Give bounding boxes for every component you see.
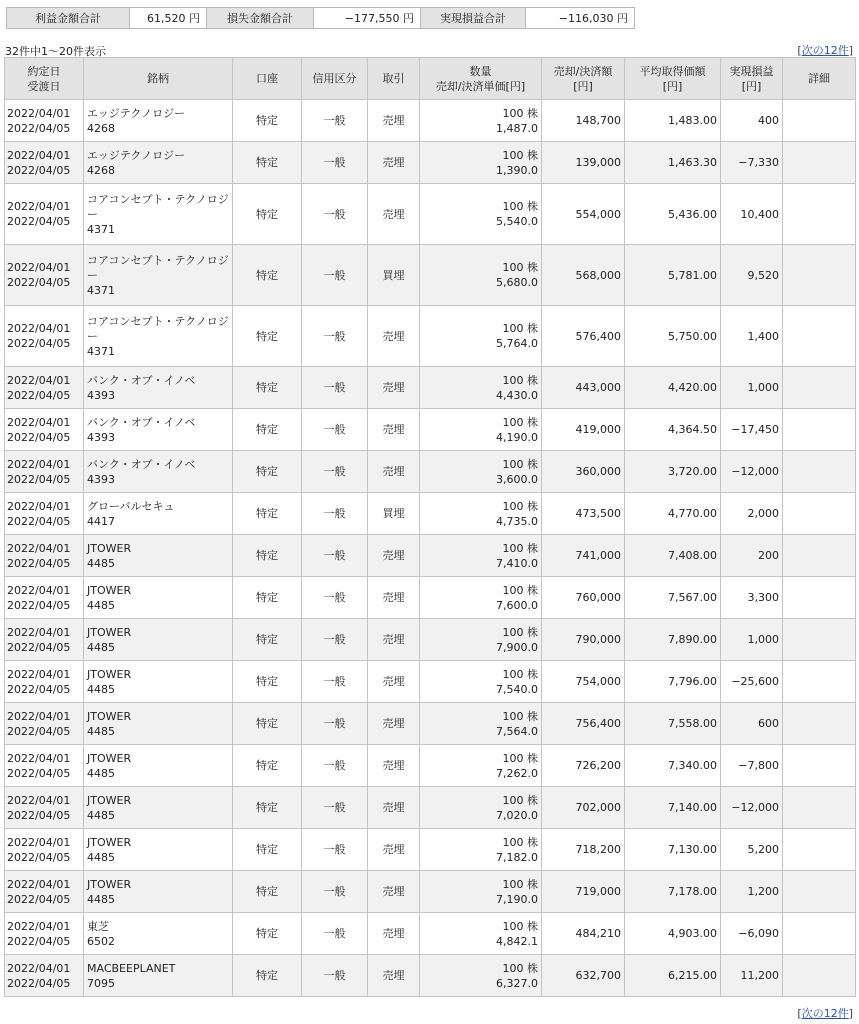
stock-name: JTOWER [87,751,132,765]
qty-price-cell: 100 株 6,327.0 [420,955,542,997]
account-cell: 特定 [233,787,302,829]
realized-total-value: −116,030 円 [526,8,635,29]
stock-cell [84,100,233,142]
trade-date-cell: 2022/04/01 2022/04/05 [5,306,84,367]
account-cell: 特定 [233,577,302,619]
trade-cell: 売埋 [368,703,420,745]
stock-name: JTOWER [87,583,132,597]
table-header [5,58,856,100]
trade-cell: 売埋 [368,306,420,367]
detail-cell[interactable] [783,493,856,535]
avg-cost-cell: 7,558.00 [625,703,721,745]
account-cell: 特定 [233,661,302,703]
amount-cell: 719,000 [542,871,625,913]
stock-cell [84,367,233,409]
stock-cell [84,703,233,745]
stock-cell [84,493,233,535]
col-header-pl: 実現損益 [円] [721,58,783,100]
qty-price-cell: 100 株 7,540.0 [420,661,542,703]
stock-code: 4485 [87,850,115,864]
avg-cost-cell: 5,436.00 [625,184,721,245]
detail-cell[interactable] [783,306,856,367]
credit-cell: 一般 [302,100,368,142]
transactions-table [4,57,856,997]
col-header-date: 約定日 受渡日 [5,58,84,100]
detail-cell[interactable] [783,661,856,703]
trade-cell: 売埋 [368,619,420,661]
amount-cell: 443,000 [542,367,625,409]
detail-cell[interactable] [783,245,856,306]
col-header-detail: 詳細 [783,58,856,100]
trade-date-cell: 2022/04/01 2022/04/05 [5,745,84,787]
amount-cell: 632,700 [542,955,625,997]
stock-name: MACBEEPLANET [87,961,176,975]
pl-cell: 1,200 [721,871,783,913]
stock-code: 4371 [87,344,115,358]
trade-date-cell: 2022/04/01 2022/04/05 [5,955,84,997]
avg-cost-cell: 7,567.00 [625,577,721,619]
credit-cell: 一般 [302,619,368,661]
stock-name: バンク・オブ・イノベ [87,457,196,471]
trade-date-cell: 2022/04/01 2022/04/05 [5,184,84,245]
stock-name: バンク・オブ・イノベ [87,373,196,387]
stock-name: JTOWER [87,667,132,681]
stock-code: 4485 [87,724,115,738]
credit-cell: 一般 [302,871,368,913]
trade-cell: 売埋 [368,409,420,451]
table-row [5,184,856,245]
amount-cell: 790,000 [542,619,625,661]
stock-name: コアコンセプト・テクノロジー [87,192,229,221]
detail-cell[interactable] [783,184,856,245]
credit-cell: 一般 [302,661,368,703]
pl-cell: 5,200 [721,829,783,871]
credit-cell: 一般 [302,577,368,619]
trade-date-cell: 2022/04/01 2022/04/05 [5,787,84,829]
detail-cell[interactable] [783,745,856,787]
table-row [5,955,856,997]
account-cell: 特定 [233,409,302,451]
trade-cell: 売埋 [368,367,420,409]
table-row [5,703,856,745]
detail-cell[interactable] [783,829,856,871]
pl-cell: −6,090 [721,913,783,955]
stock-cell [84,829,233,871]
amount-cell: 148,700 [542,100,625,142]
avg-cost-cell: 7,130.00 [625,829,721,871]
account-cell: 特定 [233,829,302,871]
stock-cell [84,577,233,619]
table-row [5,306,856,367]
stock-code: 4371 [87,283,115,297]
amount-cell: 576,400 [542,306,625,367]
account-cell: 特定 [233,245,302,306]
amount-cell: 718,200 [542,829,625,871]
detail-cell[interactable] [783,577,856,619]
table-row [5,871,856,913]
avg-cost-cell: 7,796.00 [625,661,721,703]
col-header-qty-price: 数量 売却/決済単価[円] [420,58,542,100]
stock-code: 4485 [87,598,115,612]
pl-cell: −17,450 [721,409,783,451]
credit-cell: 一般 [302,142,368,184]
trade-date-cell: 2022/04/01 2022/04/05 [5,829,84,871]
next-page-link-bottom[interactable]: 次の12件 [801,1007,849,1020]
stock-code: 4485 [87,640,115,654]
table-row [5,619,856,661]
trade-cell: 売埋 [368,787,420,829]
trade-date-cell: 2022/04/01 2022/04/05 [5,619,84,661]
account-cell: 特定 [233,871,302,913]
table-row [5,367,856,409]
stock-cell [84,184,233,245]
trade-cell: 買埋 [368,493,420,535]
col-header-credit: 信用区分 [302,58,368,100]
stock-cell [84,409,233,451]
qty-price-cell: 100 株 5,680.0 [420,245,542,306]
detail-cell[interactable] [783,955,856,997]
trade-date-cell: 2022/04/01 2022/04/05 [5,100,84,142]
credit-cell: 一般 [302,913,368,955]
stock-code: 4485 [87,556,115,570]
pl-cell: 400 [721,100,783,142]
stock-cell [84,245,233,306]
detail-cell[interactable] [783,367,856,409]
stock-name: JTOWER [87,877,132,891]
trade-cell: 売埋 [368,451,420,493]
table-row [5,787,856,829]
stock-code: 4268 [87,163,115,177]
qty-price-cell: 100 株 7,262.0 [420,745,542,787]
next-page-link-top[interactable]: 次の12件 [801,44,849,57]
trade-cell: 売埋 [368,913,420,955]
table-row [5,913,856,955]
pl-cell: 600 [721,703,783,745]
trade-cell: 売埋 [368,142,420,184]
amount-cell: 484,210 [542,913,625,955]
avg-cost-cell: 1,463.30 [625,142,721,184]
account-cell: 特定 [233,955,302,997]
account-cell: 特定 [233,619,302,661]
stock-name: JTOWER [87,541,132,555]
detail-cell[interactable] [783,787,856,829]
qty-price-cell: 100 株 1,487.0 [420,100,542,142]
col-header-account: 口座 [233,58,302,100]
avg-cost-cell: 7,140.00 [625,787,721,829]
account-cell: 特定 [233,535,302,577]
credit-cell: 一般 [302,745,368,787]
credit-cell: 一般 [302,367,368,409]
trade-cell: 買埋 [368,245,420,306]
pl-cell: 1,400 [721,306,783,367]
amount-cell: 726,200 [542,745,625,787]
account-cell: 特定 [233,306,302,367]
avg-cost-cell: 3,720.00 [625,451,721,493]
qty-price-cell: 100 株 4,190.0 [420,409,542,451]
trade-date-cell: 2022/04/01 2022/04/05 [5,493,84,535]
stock-code: 4485 [87,892,115,906]
qty-price-cell: 100 株 5,540.0 [420,184,542,245]
avg-cost-cell: 1,483.00 [625,100,721,142]
detail-cell[interactable] [783,535,856,577]
account-cell: 特定 [233,100,302,142]
stock-cell [84,535,233,577]
stock-name: JTOWER [87,709,132,723]
table-row [5,142,856,184]
stock-cell [84,955,233,997]
stock-code: 4485 [87,808,115,822]
detail-cell[interactable] [783,100,856,142]
detail-cell[interactable] [783,871,856,913]
stock-code: 7095 [87,976,115,990]
table-row [5,577,856,619]
table-row [5,100,856,142]
pl-cell: −25,600 [721,661,783,703]
qty-price-cell: 100 株 7,564.0 [420,703,542,745]
table-row [5,535,856,577]
avg-cost-cell: 7,178.00 [625,871,721,913]
amount-cell: 360,000 [542,451,625,493]
credit-cell: 一般 [302,245,368,306]
stock-cell [84,306,233,367]
stock-code: 4371 [87,222,115,236]
qty-price-cell: 100 株 4,430.0 [420,367,542,409]
avg-cost-cell: 7,340.00 [625,745,721,787]
qty-price-cell: 100 株 1,390.0 [420,142,542,184]
stock-code: 6502 [87,934,115,948]
avg-cost-cell: 7,890.00 [625,619,721,661]
stock-code: 4485 [87,766,115,780]
account-cell: 特定 [233,184,302,245]
table-row [5,829,856,871]
qty-price-cell: 100 株 7,190.0 [420,871,542,913]
account-cell: 特定 [233,451,302,493]
pager-top: [次の12件] [797,44,853,57]
stock-code: 4393 [87,472,115,486]
amount-cell: 760,000 [542,577,625,619]
pl-cell: 2,000 [721,493,783,535]
stock-cell [84,661,233,703]
qty-price-cell: 100 株 7,600.0 [420,577,542,619]
col-header-stock: 銘柄 [84,58,233,100]
stock-name: 東芝 [87,919,109,933]
trade-date-cell: 2022/04/01 2022/04/05 [5,703,84,745]
stock-cell [84,913,233,955]
trade-date-cell: 2022/04/01 2022/04/05 [5,409,84,451]
amount-cell: 754,000 [542,661,625,703]
profit-total-value: 61,520 円 [130,8,207,29]
trade-cell: 売埋 [368,100,420,142]
amount-cell: 702,000 [542,787,625,829]
avg-cost-cell: 7,408.00 [625,535,721,577]
trade-cell: 売埋 [368,955,420,997]
stock-cell [84,745,233,787]
stock-cell [84,619,233,661]
table-row [5,409,856,451]
credit-cell: 一般 [302,535,368,577]
avg-cost-cell: 4,364.50 [625,409,721,451]
col-header-amount: 売却/決済額 [円] [542,58,625,100]
pl-cell: −7,330 [721,142,783,184]
account-cell: 特定 [233,493,302,535]
loss-total-label: 損失金額合計 [207,8,314,29]
avg-cost-cell: 4,903.00 [625,913,721,955]
trade-date-cell: 2022/04/01 2022/04/05 [5,913,84,955]
qty-price-cell: 100 株 3,600.0 [420,451,542,493]
qty-price-cell: 100 株 7,020.0 [420,787,542,829]
qty-price-cell: 100 株 7,182.0 [420,829,542,871]
summary-table [6,7,635,29]
amount-cell: 473,500 [542,493,625,535]
col-header-avg-cost: 平均取得価額 [円] [625,58,721,100]
qty-price-cell: 100 株 7,900.0 [420,619,542,661]
amount-cell: 568,000 [542,245,625,306]
trade-cell: 売埋 [368,829,420,871]
trade-cell: 売埋 [368,661,420,703]
stock-name: コアコンセプト・テクノロジー [87,314,229,343]
amount-cell: 139,000 [542,142,625,184]
table-row [5,493,856,535]
trade-date-cell: 2022/04/01 2022/04/05 [5,245,84,306]
amount-cell: 741,000 [542,535,625,577]
stock-name: コアコンセプト・テクノロジー [87,253,229,282]
trade-date-cell: 2022/04/01 2022/04/05 [5,661,84,703]
stock-code: 4393 [87,430,115,444]
detail-cell[interactable] [783,619,856,661]
qty-price-cell: 100 株 4,735.0 [420,493,542,535]
stock-cell [84,451,233,493]
trade-cell: 売埋 [368,184,420,245]
account-cell: 特定 [233,703,302,745]
pl-cell: 10,400 [721,184,783,245]
pager-bottom: [次の12件] [797,1007,853,1020]
account-cell: 特定 [233,367,302,409]
stock-code: 4417 [87,514,115,528]
qty-price-cell: 100 株 4,842.1 [420,913,542,955]
credit-cell: 一般 [302,451,368,493]
table-row [5,451,856,493]
account-cell: 特定 [233,745,302,787]
detail-cell[interactable] [783,451,856,493]
amount-cell: 419,000 [542,409,625,451]
loss-total-value: −177,550 円 [314,8,421,29]
avg-cost-cell: 6,215.00 [625,955,721,997]
pl-cell: 1,000 [721,619,783,661]
trade-date-cell: 2022/04/01 2022/04/05 [5,535,84,577]
detail-cell[interactable] [783,913,856,955]
trade-date-cell: 2022/04/01 2022/04/05 [5,577,84,619]
trade-date-cell: 2022/04/01 2022/04/05 [5,451,84,493]
detail-cell[interactable] [783,142,856,184]
stock-code: 4268 [87,121,115,135]
pl-cell: 11,200 [721,955,783,997]
pl-cell: 200 [721,535,783,577]
pl-cell: 1,000 [721,367,783,409]
credit-cell: 一般 [302,306,368,367]
table-row [5,661,856,703]
trade-date-cell: 2022/04/01 2022/04/05 [5,142,84,184]
stock-name: JTOWER [87,625,132,639]
stock-code: 4485 [87,682,115,696]
qty-price-cell: 100 株 7,410.0 [420,535,542,577]
trade-cell: 売埋 [368,577,420,619]
stock-cell [84,142,233,184]
trade-date-cell: 2022/04/01 2022/04/05 [5,871,84,913]
credit-cell: 一般 [302,829,368,871]
avg-cost-cell: 4,770.00 [625,493,721,535]
table-row [5,745,856,787]
stock-name: バンク・オブ・イノベ [87,415,196,429]
trade-date-cell: 2022/04/01 2022/04/05 [5,367,84,409]
account-cell: 特定 [233,142,302,184]
profit-total-label: 利益金額合計 [7,8,130,29]
pl-cell: −7,800 [721,745,783,787]
credit-cell: 一般 [302,184,368,245]
table-row [5,245,856,306]
stock-name: JTOWER [87,835,132,849]
credit-cell: 一般 [302,493,368,535]
col-header-trade: 取引 [368,58,420,100]
credit-cell: 一般 [302,787,368,829]
credit-cell: 一般 [302,703,368,745]
realized-total-label: 実現損益合計 [421,8,526,29]
stock-name: エッジテクノロジー [87,106,186,120]
pl-cell: 3,300 [721,577,783,619]
result-count: 32件中1～20件表示 [5,45,106,58]
avg-cost-cell: 5,750.00 [625,306,721,367]
stock-cell [84,871,233,913]
amount-cell: 554,000 [542,184,625,245]
pl-cell: −12,000 [721,451,783,493]
trade-cell: 売埋 [368,745,420,787]
stock-cell [84,787,233,829]
stock-name: グローバルセキュ [87,499,175,513]
amount-cell: 756,400 [542,703,625,745]
detail-cell[interactable] [783,703,856,745]
credit-cell: 一般 [302,955,368,997]
avg-cost-cell: 5,781.00 [625,245,721,306]
avg-cost-cell: 4,420.00 [625,367,721,409]
stock-name: エッジテクノロジー [87,148,186,162]
account-cell: 特定 [233,913,302,955]
stock-code: 4393 [87,388,115,402]
trade-cell: 売埋 [368,535,420,577]
trade-cell: 売埋 [368,871,420,913]
pl-cell: 9,520 [721,245,783,306]
qty-price-cell: 100 株 5,764.0 [420,306,542,367]
pl-cell: −12,000 [721,787,783,829]
detail-cell[interactable] [783,409,856,451]
credit-cell: 一般 [302,409,368,451]
stock-name: JTOWER [87,793,132,807]
